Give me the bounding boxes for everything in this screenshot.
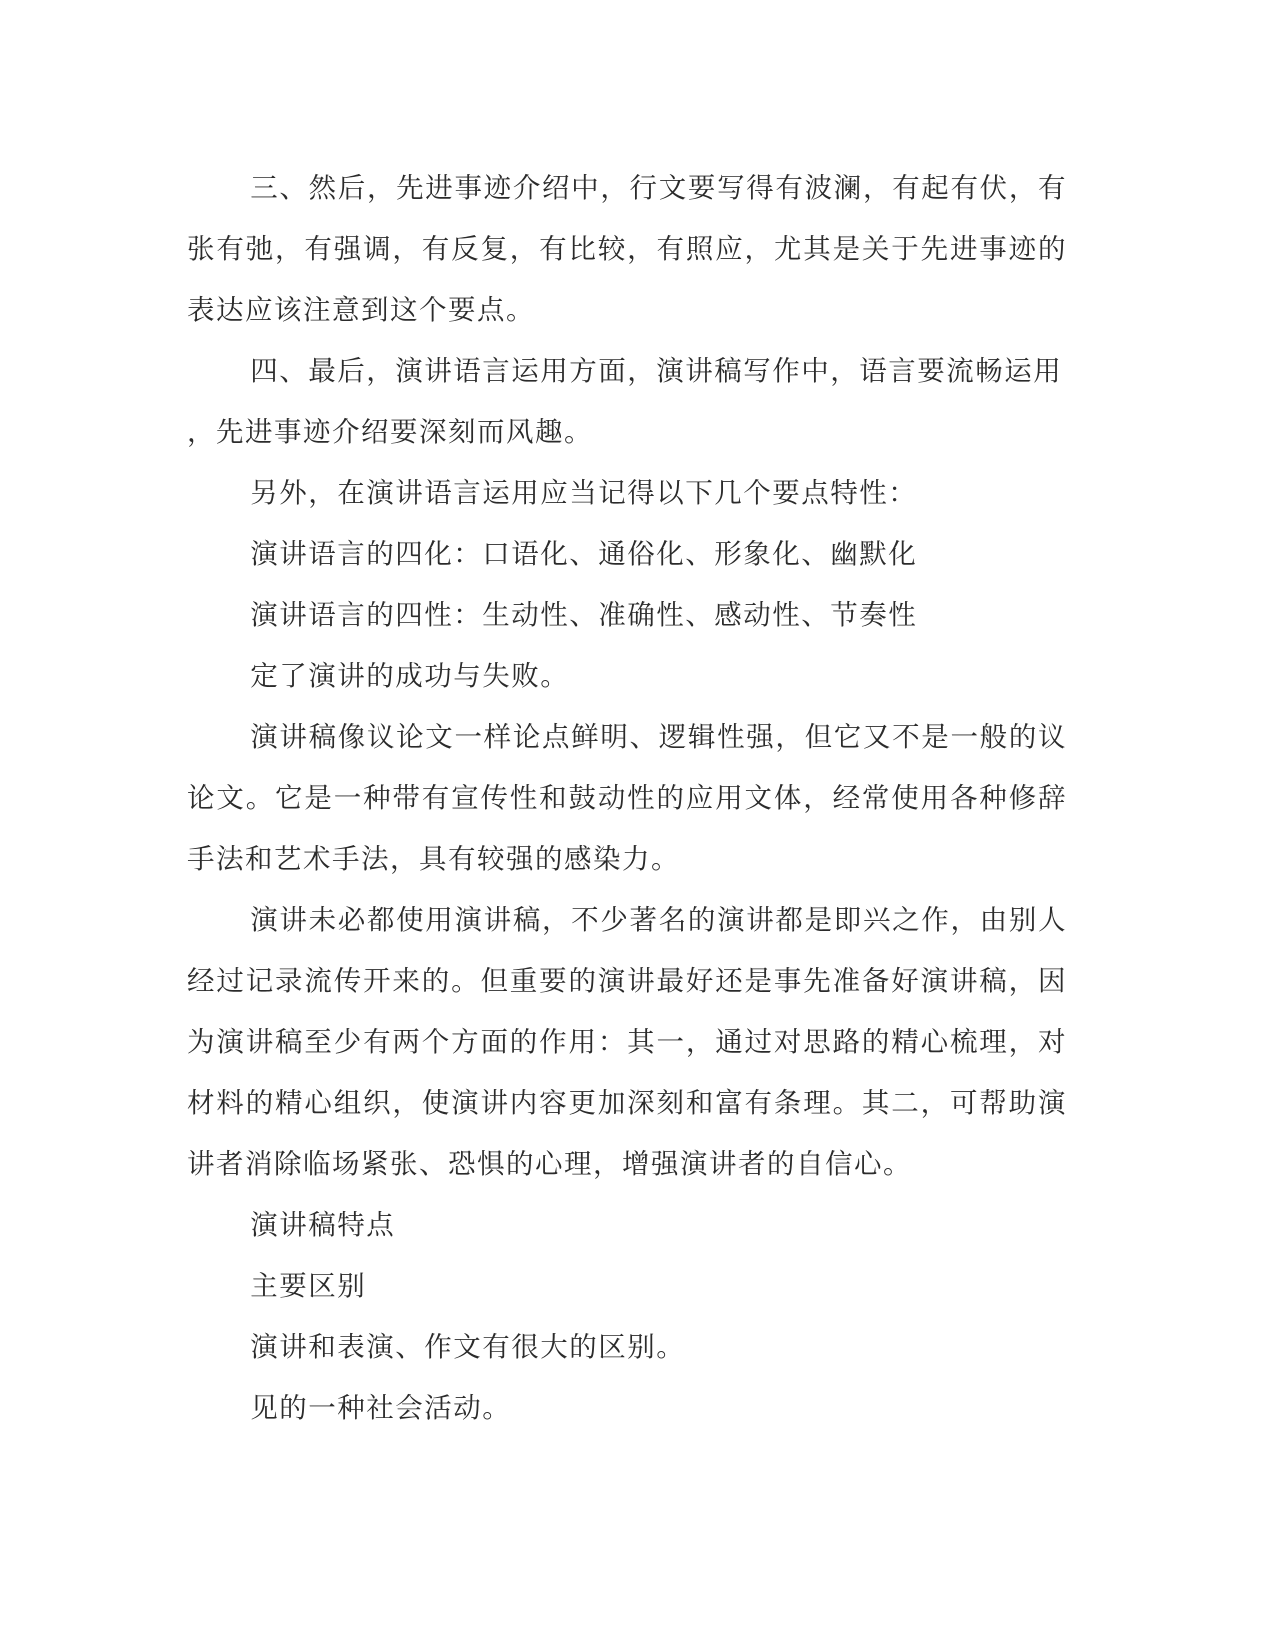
paragraph: 另外，在演讲语言运用应当记得以下几个要点特性： xyxy=(250,477,918,509)
paragraph: 三、然后，先进事迹介绍中，行文要写得有波澜，有起有伏，有张有弛，有强调，有反复，有比较，有照应，尤其是关于先进事迹的表达应该注意到这个要点。 xyxy=(187,172,1067,326)
paragraph: 演讲未必都使用演讲稿，不少著名的演讲都是即兴之作，由别人经过记录流传开来的。但重要的演讲最好还是事先准备好演讲稿，因为演讲稿至少有两个方面的作用：其一，通过对思路的精心梳理，对材料的精心组织，使演讲内容更加深刻和富有条理。其二，可帮助演讲者消除临场紧张、恐惧的心理，增强演讲者的自信心。 xyxy=(187,904,1067,1180)
paragraph: 演讲和表演、作文有很大的区别。 xyxy=(250,1331,686,1363)
paragraph-continuation: ，先进事迹介绍要深刻而风趣。 xyxy=(187,416,593,448)
section-heading: 主要区别 xyxy=(250,1270,367,1302)
paragraph: 见的一种社会活动。 xyxy=(250,1392,512,1424)
paragraph: 定了演讲的成功与失败。 xyxy=(250,660,570,692)
paragraph: 演讲稿像议论文一样论点鲜明、逻辑性强，但它又不是一般的议论文。它是一种带有宣传性和鼓动性的应用文体，经常使用各种修辞手法和艺术手法，具有较强的感染力。 xyxy=(187,721,1067,875)
paragraph: 演讲语言的四化：口语化、通俗化、形象化、幽默化 xyxy=(250,538,918,570)
paragraph: 演讲语言的四性：生动性、准确性、感动性、节奏性 xyxy=(250,599,918,631)
paragraph: 四、最后，演讲语言运用方面，演讲稿写作中，语言要流畅运用 xyxy=(250,355,1063,387)
section-heading: 演讲稿特点 xyxy=(250,1209,396,1241)
document-body xyxy=(187,158,1067,1439)
